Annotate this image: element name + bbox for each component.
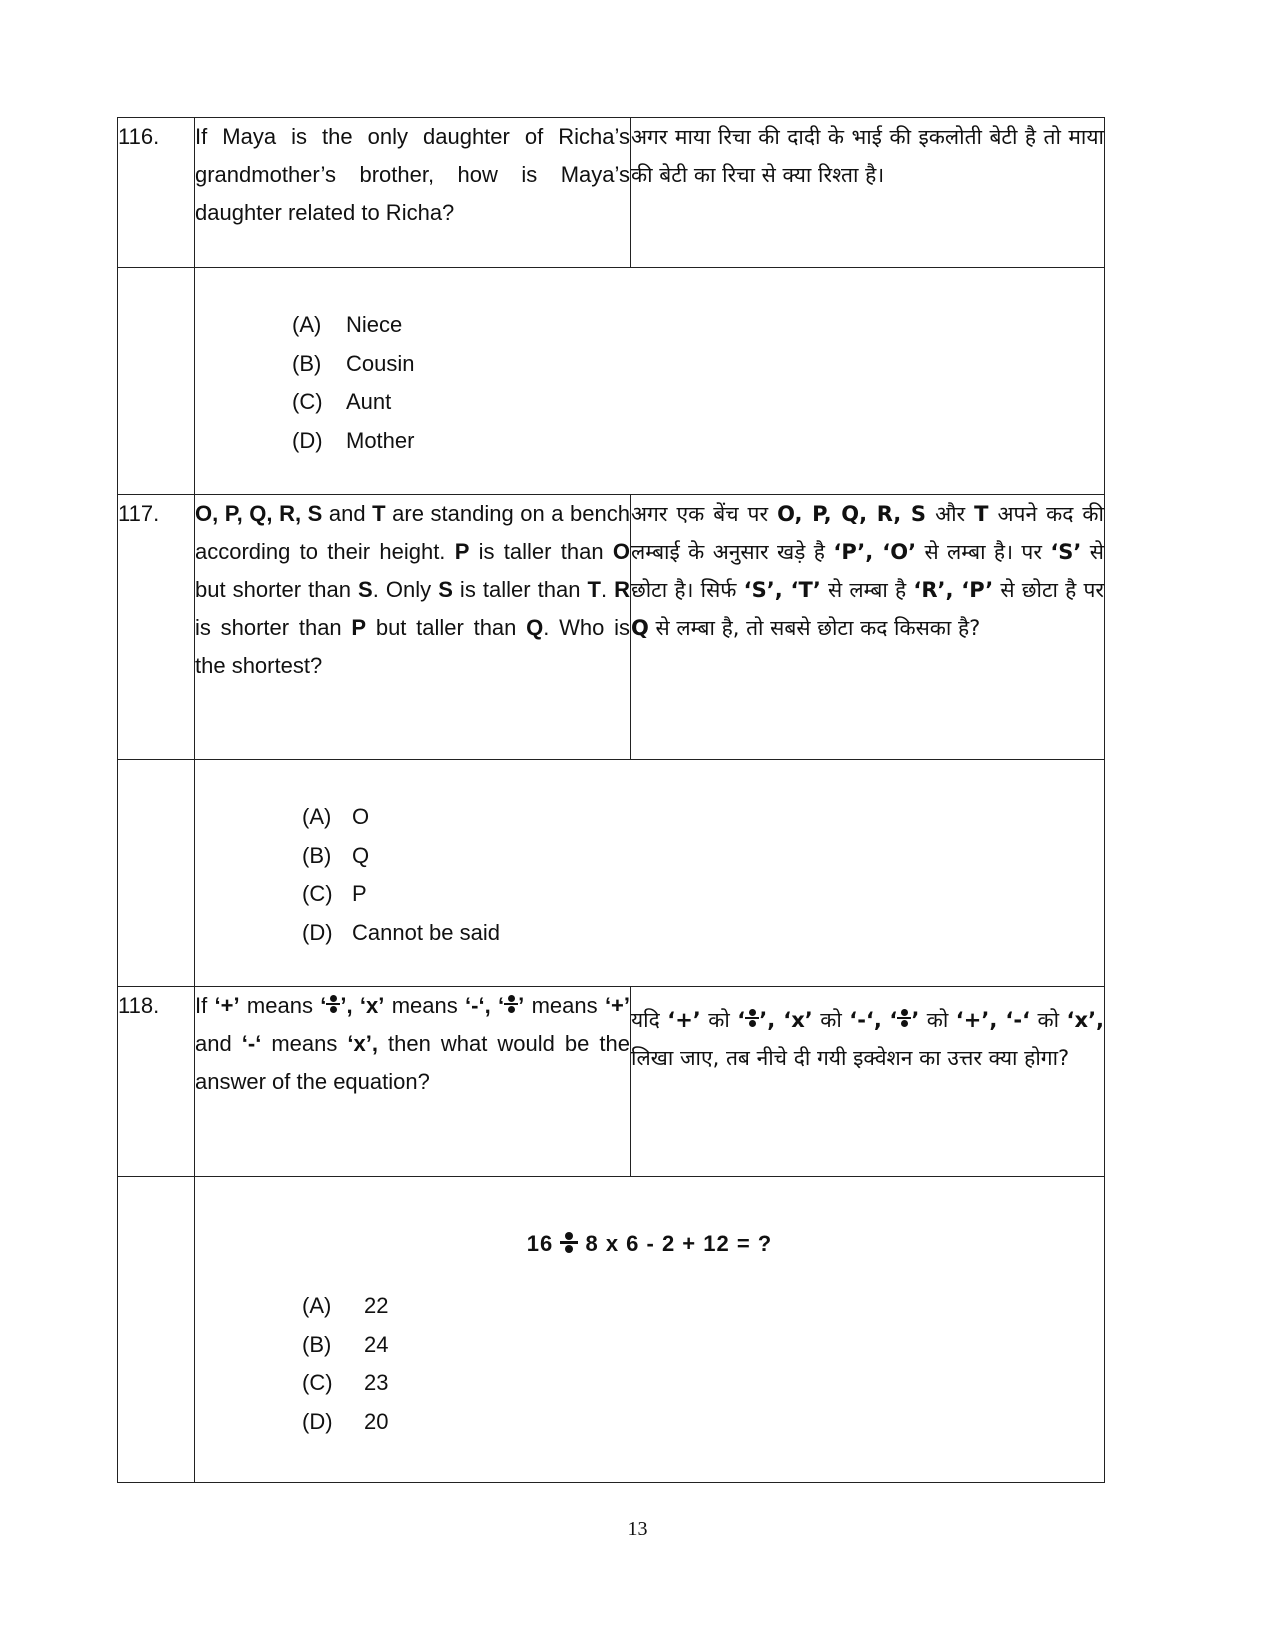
- options-list: [302, 798, 1104, 952]
- option-text: Niece: [346, 312, 403, 337]
- question-table: [117, 117, 1105, 1483]
- option-text: O: [352, 804, 370, 829]
- option-item: [302, 1364, 1104, 1403]
- option-item: [302, 1403, 1104, 1442]
- option-text: Cousin: [346, 350, 415, 376]
- option-item: [302, 914, 1104, 953]
- option-label: (A): [302, 1293, 332, 1318]
- option-item: [302, 798, 1104, 837]
- option-item: [292, 306, 1104, 345]
- question-number: 117.: [118, 495, 195, 760]
- question-text-hindi: यदि ‘+’ को ‘ ’, ‘x’ को ‘-‘, ‘ ’ को ‘+’, ‘-‘ को ‘x’, लिखा जाए, तब नीचे दी गयी इक्वेशन का उत्तर क्या होगा?: [631, 987, 1105, 1177]
- division-icon: [560, 1232, 578, 1253]
- options-row: [118, 760, 1105, 987]
- option-text: Aunt: [346, 389, 392, 414]
- option-label: (C): [302, 1370, 333, 1395]
- option-text: 24: [364, 1331, 389, 1357]
- option-label: (C): [302, 881, 333, 906]
- question-row: [118, 987, 1105, 1177]
- question-text-hindi: अगर एक बेंच पर O, P, Q, R, S और T अपने कद की लम्बाई के अनुसार खड़े है ‘P’, ‘O’ से लम्बा है। पर ‘S’ से छोटा है। सिर्फ ‘S’, ‘T’ से लम्बा है ‘R’, ‘P’ से छोटा है पर Q से लम्बा है, तो सबसे छोटा कद किसका है?: [631, 495, 1105, 760]
- option-label: (B): [302, 842, 332, 868]
- option-label: (A): [292, 312, 322, 337]
- option-text: Mother: [346, 427, 415, 453]
- page-number: 13: [627, 1518, 648, 1540]
- option-item: [302, 1326, 1104, 1365]
- option-item: [292, 345, 1104, 384]
- options-row: [118, 268, 1105, 495]
- division-icon: [745, 1009, 759, 1028]
- options-list: [292, 306, 1104, 460]
- option-text: Q: [352, 842, 370, 868]
- option-label: (C): [292, 389, 323, 414]
- option-text: 23: [364, 1370, 389, 1395]
- question-text-english: If Maya is the only daughter of Richa’s grandmother’s brother, how is Maya’s daughter related to Richa?: [195, 118, 631, 268]
- options-list: [195, 1265, 1104, 1441]
- option-label: (D): [302, 1408, 333, 1434]
- equation: 16 8 x 6 - 2 + 12 = ?: [526, 1231, 773, 1256]
- option-label: (A): [302, 804, 332, 829]
- option-label: (B): [302, 1331, 332, 1357]
- option-label: (B): [292, 350, 322, 376]
- option-text: Cannot be said: [352, 919, 500, 945]
- option-item: [292, 422, 1104, 461]
- division-icon: [504, 995, 518, 1014]
- option-item: [292, 383, 1104, 422]
- options-row: [118, 1177, 1105, 1483]
- question-row: [118, 495, 1105, 760]
- question-text-english: If ‘+’ means ‘ ’, ‘x’ means ‘-‘, ‘ ’ means ‘+’ and ‘-‘ means ‘x’, then what would be the answer of the equation?: [195, 987, 631, 1177]
- question-number: 116.: [118, 118, 195, 268]
- option-item: [302, 837, 1104, 876]
- option-label: (D): [292, 427, 323, 453]
- question-text-hindi: अगर माया रिचा की दादी के भाई की इकलोती बेटी है तो माया की बेटी का रिचा से क्या रिश्ता है।: [631, 118, 1105, 268]
- division-icon: [897, 1009, 911, 1028]
- option-text: 22: [364, 1293, 389, 1318]
- question-text-english: O, P, Q, R, S and T are standing on a bench according to their height. P is taller than O but shorter than S. Only S is taller than T. R is shorter than P but taller than Q. Who is the shortest?: [195, 495, 631, 760]
- option-label: (D): [302, 919, 333, 945]
- option-text: P: [352, 881, 367, 906]
- option-item: [302, 875, 1104, 914]
- question-number: 118.: [118, 987, 195, 1177]
- division-icon: [326, 995, 340, 1014]
- question-row: [118, 118, 1105, 268]
- option-item: [302, 1287, 1104, 1326]
- option-text: 20: [364, 1408, 389, 1434]
